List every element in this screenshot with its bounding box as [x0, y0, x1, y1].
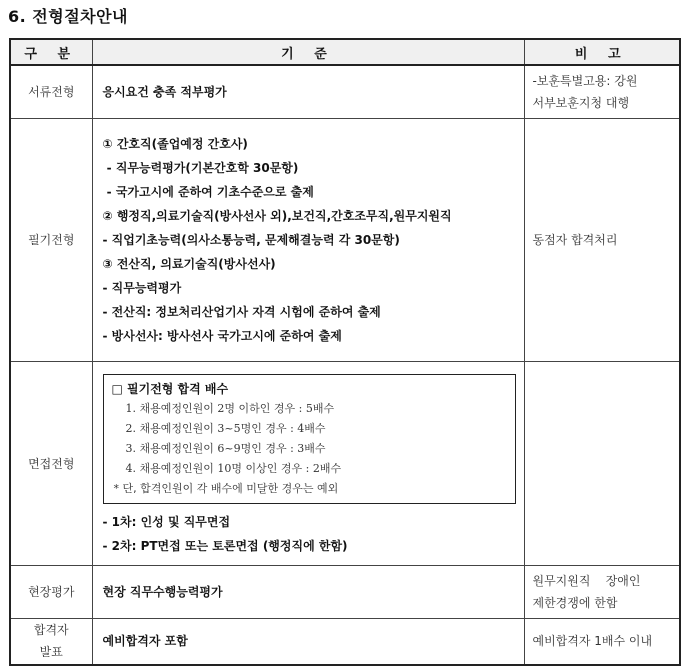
standard-line: - 방사선사: 방사선사 국가고시에 준하여 출제: [102, 329, 342, 343]
standard-line: - 직무능력평가: [102, 281, 182, 295]
remarks-line: -보훈특별고용: 강원: [532, 74, 638, 88]
standard-cell: [92, 619, 524, 665]
remarks-cell: [524, 566, 680, 619]
pass-multiple-box: [103, 374, 516, 504]
remarks-line: 제한경쟁에 한함: [532, 596, 618, 610]
selection-procedure-table: [9, 38, 681, 666]
standard-cell: [92, 566, 524, 619]
standard-cell: [92, 362, 524, 566]
category-cell: 필기전형: [10, 119, 92, 362]
box-item: 1. 채용예정인원이 2명 이하인 경우 : 5배수: [125, 401, 335, 415]
section-title: 6. 전형절차안내: [8, 7, 129, 26]
box-item: 4. 채용예정인원이 10명 이상인 경우 : 2배수: [125, 461, 342, 475]
standard-line: 현장 직무수행능력평가: [102, 585, 223, 599]
standard-cell: [92, 65, 524, 119]
box-note: * 단, 합격인원이 각 배수에 미달한 경우는 예외: [113, 481, 339, 495]
header-remarks: 비 고: [524, 39, 680, 65]
category-cell: 서류전형: [10, 65, 92, 119]
table-row: [10, 65, 680, 119]
standard-line: ② 행정직,의료기술직(방사선사 외),보건직,간호조무직,원무지원직: [102, 209, 452, 223]
category-cell: 현장평가: [10, 566, 92, 619]
standard-line: ① 간호직(졸업예정 간호사): [102, 137, 248, 151]
box-title: □ 필기전형 합격 배수: [111, 381, 229, 396]
standard-line: 예비합격자 포함: [102, 634, 188, 649]
standard-cell: [92, 119, 524, 362]
remarks-line: 원무지원직 장애인: [532, 574, 641, 588]
standard-line: - 직무능력평가(기본간호학 30문항): [102, 161, 299, 175]
table-row: [10, 362, 680, 566]
remarks-cell: 동점자 합격처리: [524, 119, 680, 362]
remarks-line: 서부보훈지청 대행: [532, 96, 630, 110]
box-item: 2. 채용예정인원이 3~5명인 경우 : 4배수: [125, 421, 326, 435]
category-cell: 면접전형: [10, 362, 92, 566]
standard-line: 응시요건 충족 적부평가: [102, 85, 227, 99]
standard-line: - 직업기초능력(의사소통능력, 문제해결능력 각 30문항): [102, 233, 400, 247]
header-standard: 기 준: [92, 39, 524, 65]
box-item: 3. 채용예정인원이 6~9명인 경우 : 3배수: [125, 441, 326, 455]
standard-line: - 2차: PT면접 또는 토론면접 (행정직에 한함): [102, 538, 348, 553]
table-row: [10, 619, 680, 665]
category-cell: 합격자 발표: [10, 619, 92, 665]
standard-line: - 전산직: 정보처리산업기사 자격 시험에 준하여 출제: [102, 305, 381, 319]
table-row: [10, 119, 680, 362]
standard-line: - 국가고시에 준하여 기초수준으로 출제: [102, 185, 314, 199]
standard-line: ③ 전산직, 의료기술직(방사선사): [102, 257, 276, 271]
standard-line: - 1차: 인성 및 직무면접: [102, 514, 231, 529]
remarks-cell: [524, 65, 680, 119]
remarks-cell: [524, 619, 680, 665]
remarks-line: 예비합격자 1배수 이내: [532, 634, 653, 649]
header-category: 구 분: [10, 39, 92, 65]
table-row: [10, 566, 680, 619]
table-header-row: [10, 39, 680, 65]
remarks-cell: [524, 362, 680, 566]
